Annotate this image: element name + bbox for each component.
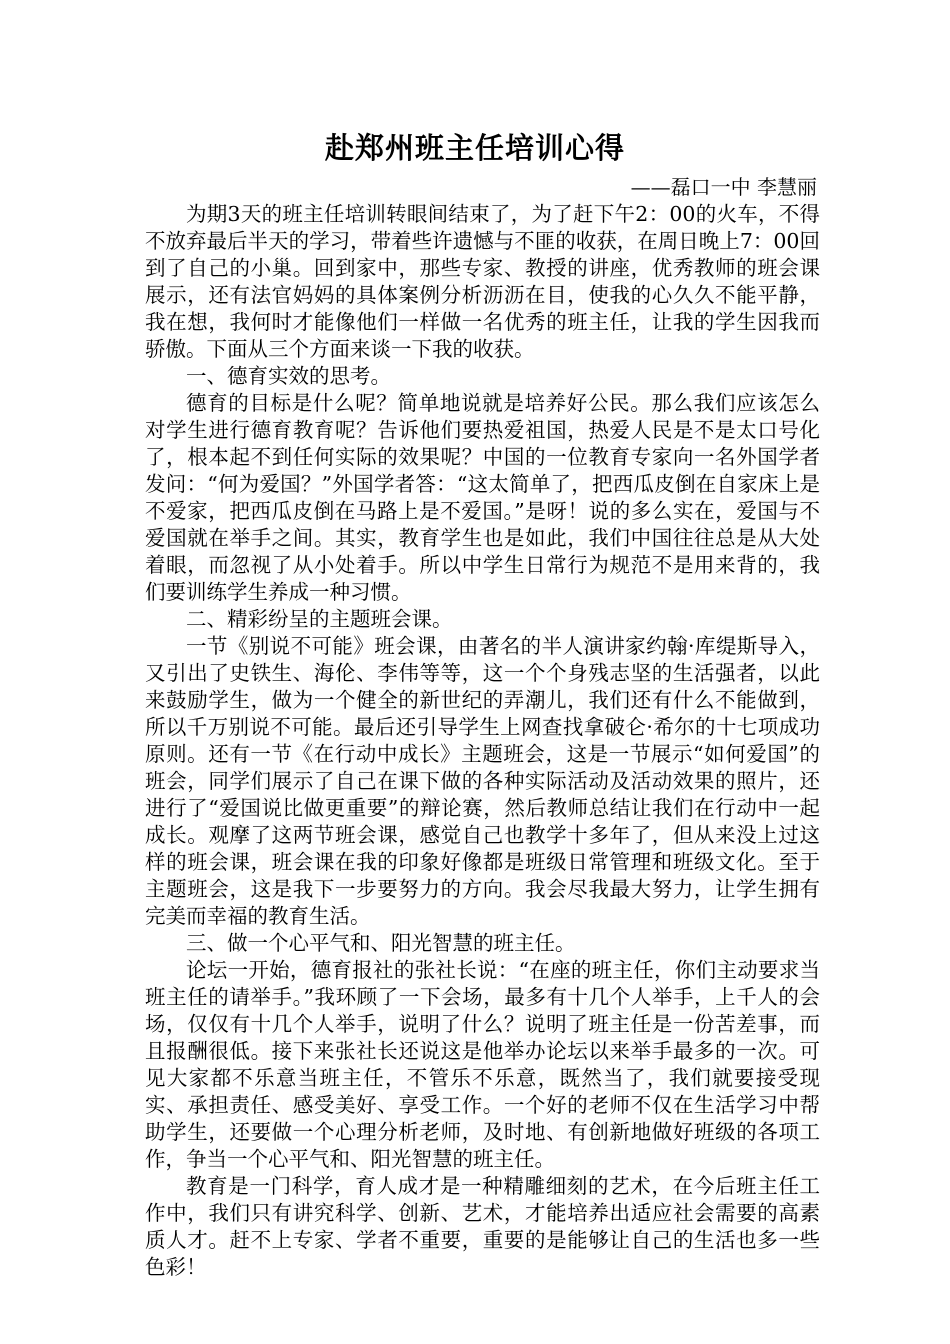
paragraph-section-1: 德育的目标是什么呢？简单地说就是培养好公民。那么我们应该怎么对学生进行德育教育呢？告诉他们要热爱祖国，热爱人民是不是太口号化了，根本起不到任何实际的效果呢？中国的一位教育专家向一名外国学者发问：“何为爱国？”外国学者答：“这太简单了，把西瓜皮倒在自家床上是不爱家，把西瓜皮倒在马路上是不爱国。”是呀！说的多么实在，爱国与不爱国就在举手之间。其实，教育学生也是如此，我们中国往往总是从大处着眼，而忽视了从小处着手。所以中学生日常行为规范不是用来背的，我们要训练学生养成一种习惯。 [145,391,820,604]
document-body [145,201,820,1281]
document-title: 赴郑州班主任培训心得 [324,131,625,165]
paragraph-intro: 为期3天的班主任培训转眼间结束了，为了赶下午2：00的火车，不得不放弃最后半天的学习，带着些许遗憾与不匪的收获，在周日晚上7：00回到了自己的小巢。回到家中，那些专家、教授的讲座，优秀教师的班会课展示，还有法官妈妈的具体案例分析沥沥在目，使我的心久久不能平静，我在想，我何时才能像他们一样做一名优秀的班主任，让我的学生因我而骄傲。下面从三个方面来谈一下我的收获。 [145,202,820,361]
section-heading-1: 一、德育实效的思考。 [186,364,391,388]
paragraph-section-3: 论坛一开始，德育报社的张社长说：“在座的班主任，你们主动要求当班主任的请举手。”我环顾了一下会场，最多有十几个人举手，上千人的会场，仅仅有十几个人举手，说明了什么？说明了班主任是一份苦差事，而且报酬很低。接下来张社长还说这是他举办论坛以来举手最多的一次。可见大家都不乐意当班主任，不管乐不乐意，既然当了，我们就要接受现实、承担责任、感受美好、享受工作。一个好的老师不仅在生活学习中帮助学生，还要做一个心理分析老师，及时地、有创新地做好班级的各项工作，争当一个心平气和、阳光智慧的班主任。 [145,958,820,1171]
section-heading-2: 二、精彩纷呈的主题班会课。 [186,607,453,631]
author-line: ——磊口一中 李慧丽 [630,175,817,199]
paragraph-section-2: 一节《别说不可能》班会课，由著名的半人演讲家约翰·库缇斯导入，又引出了史铁生、海伦、李伟等等，这一个个身残志坚的生活强者，以此来鼓励学生，做为一个健全的新世纪的弄潮儿，我们还有什么不能做到，所以千万别说不可能。最后还引导学生上网查找拿破仑·希尔的十七项成功原则。还有一节《在行动中成长》主题班会，这是一节展示“如何爱国”的班会，同学们展示了自己在课下做的各种实际活动及活动效果的照片，还进行了“爱国说比做更重要”的辩论赛，然后教师总结让我们在行动中一起成长。观摩了这两节班会课，感觉自己也教学十多年了，但从来没上过这样的班会课，班会课在我的印象好像都是班级日常管理和班级文化。至于主题班会，这是我下一步要努力的方向。我会尽我最大努力，让学生拥有完美而幸福的教育生活。 [145,634,820,928]
paragraph-conclusion: 教育是一门科学，育人成才是一种精雕细刻的艺术，在今后班主任工作中，我们只有讲究科学、创新、艺术，才能培养出适应社会需要的高素质人才。赶不上专家、学者不重要，重要的是能够让自己的生活也多一些色彩！ [145,1174,820,1279]
section-heading-3: 三、做一个心平气和、阳光智慧的班主任。 [186,931,576,955]
